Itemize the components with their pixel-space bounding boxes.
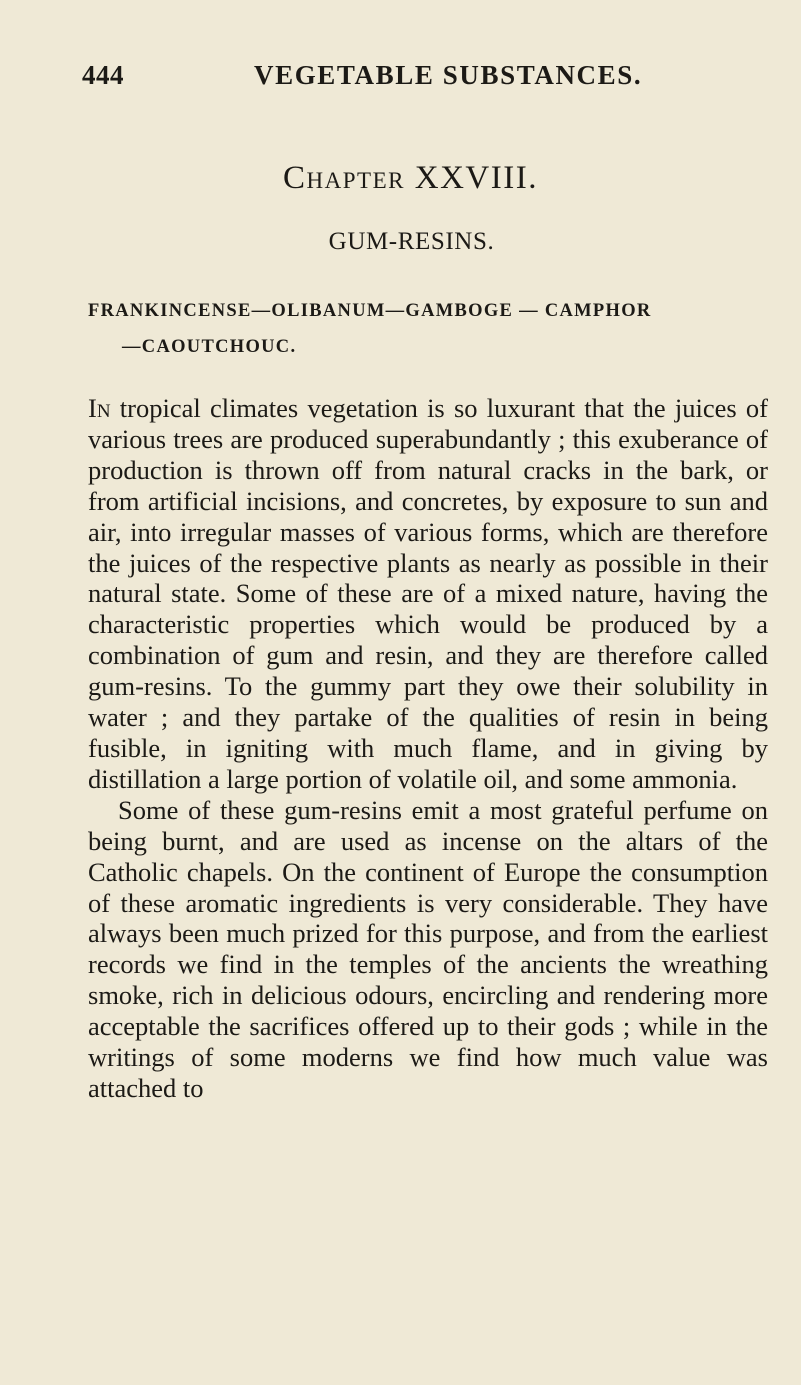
page-number: 444 bbox=[82, 60, 124, 90]
summary-line-2: —CAOUTCHOUC. bbox=[122, 337, 297, 357]
chapter-contents-summary bbox=[88, 293, 758, 365]
running-head bbox=[82, 60, 751, 94]
paragraph-2: Some of these gum-resins emit a most grateful perfume on being burnt, and are used as incense on the altars of the Catholic chapels. On the continent of Europe the consumption of these aromatic ingredients is very considerable. They have always been much prized for this purpose, and from the earliest records we find in the temples of the ancients the wreathing smoke, rich in delicious odours, encircling and rendering more acceptable the sacrifices offered up to their gods ; while in the writings of some moderns we find how much value was attached to bbox=[88, 794, 768, 1103]
chapter-heading: Chapter XXVIII. bbox=[283, 160, 538, 196]
paragraph-lead-word: In bbox=[88, 393, 111, 423]
paragraph-1 bbox=[88, 393, 768, 795]
summary-line-1: FRANKINCENSE—OLIBANUM—GAMBOGE — CAMPHOR bbox=[88, 301, 652, 321]
paragraph-1-text: tropical climates vegetation is so luxurant that the juices of various trees are produced superabundantly ; this exuberance of production is thrown off from natural cracks in the bark, or from artificial incisions, and concretes, by exposure to sun and air, into irregular masses of various forms, which are therefore the juices of the respective plants as nearly as possible in their natural state. Some of these are of a mixed nature, having the characteristic properties which would be produced by a combination of gum and resin, and they are therefore called gum-resins. To the gummy part they owe their solubility in water ; and they partake of the qualities of resin in being fusible, in igniting with much flame, and in giving by distillation a large portion of volatile oil, and some ammonia. bbox=[88, 393, 768, 794]
running-title: VEGETABLE SUBSTANCES. bbox=[254, 60, 643, 90]
body-text bbox=[88, 393, 768, 1104]
section-title: GUM-RESINS. bbox=[328, 228, 495, 255]
